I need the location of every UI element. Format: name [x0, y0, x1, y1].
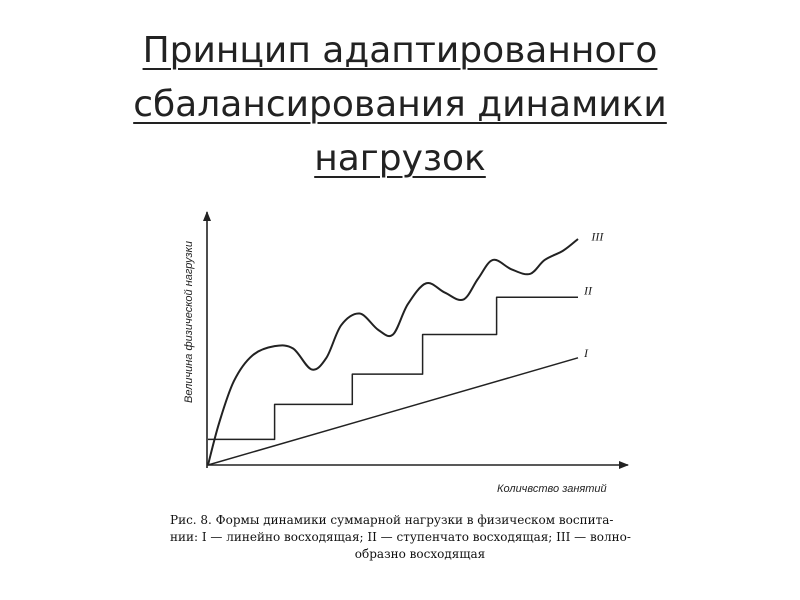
slide-title-line-1: Принцип адаптированного — [142, 30, 658, 71]
slide-title-line-2: сбалансирования динамики — [133, 84, 667, 125]
caption-line-1: Рис. 8. Формы динамики суммарной нагрузки в физическом воспита- — [170, 513, 614, 527]
series-iii-line — [208, 239, 578, 465]
series-i-label: I — [584, 346, 588, 361]
series-layer — [208, 230, 604, 465]
series-ii-line — [208, 297, 578, 439]
caption-line-2: нии: I — линейно восходящая; II — ступенчато восходящая; III — волно- — [170, 530, 631, 544]
series-ii-label: II — [584, 283, 592, 298]
y-axis-label: Величина физической нагрузки — [183, 241, 195, 403]
series-iii-label: III — [591, 229, 604, 244]
caption-line-3: образно восходящая — [354, 547, 486, 561]
slide-title-line-3: нагрузок — [314, 138, 486, 179]
figure-caption — [170, 512, 670, 563]
x-axis-label: Количвство занятий — [497, 483, 607, 495]
